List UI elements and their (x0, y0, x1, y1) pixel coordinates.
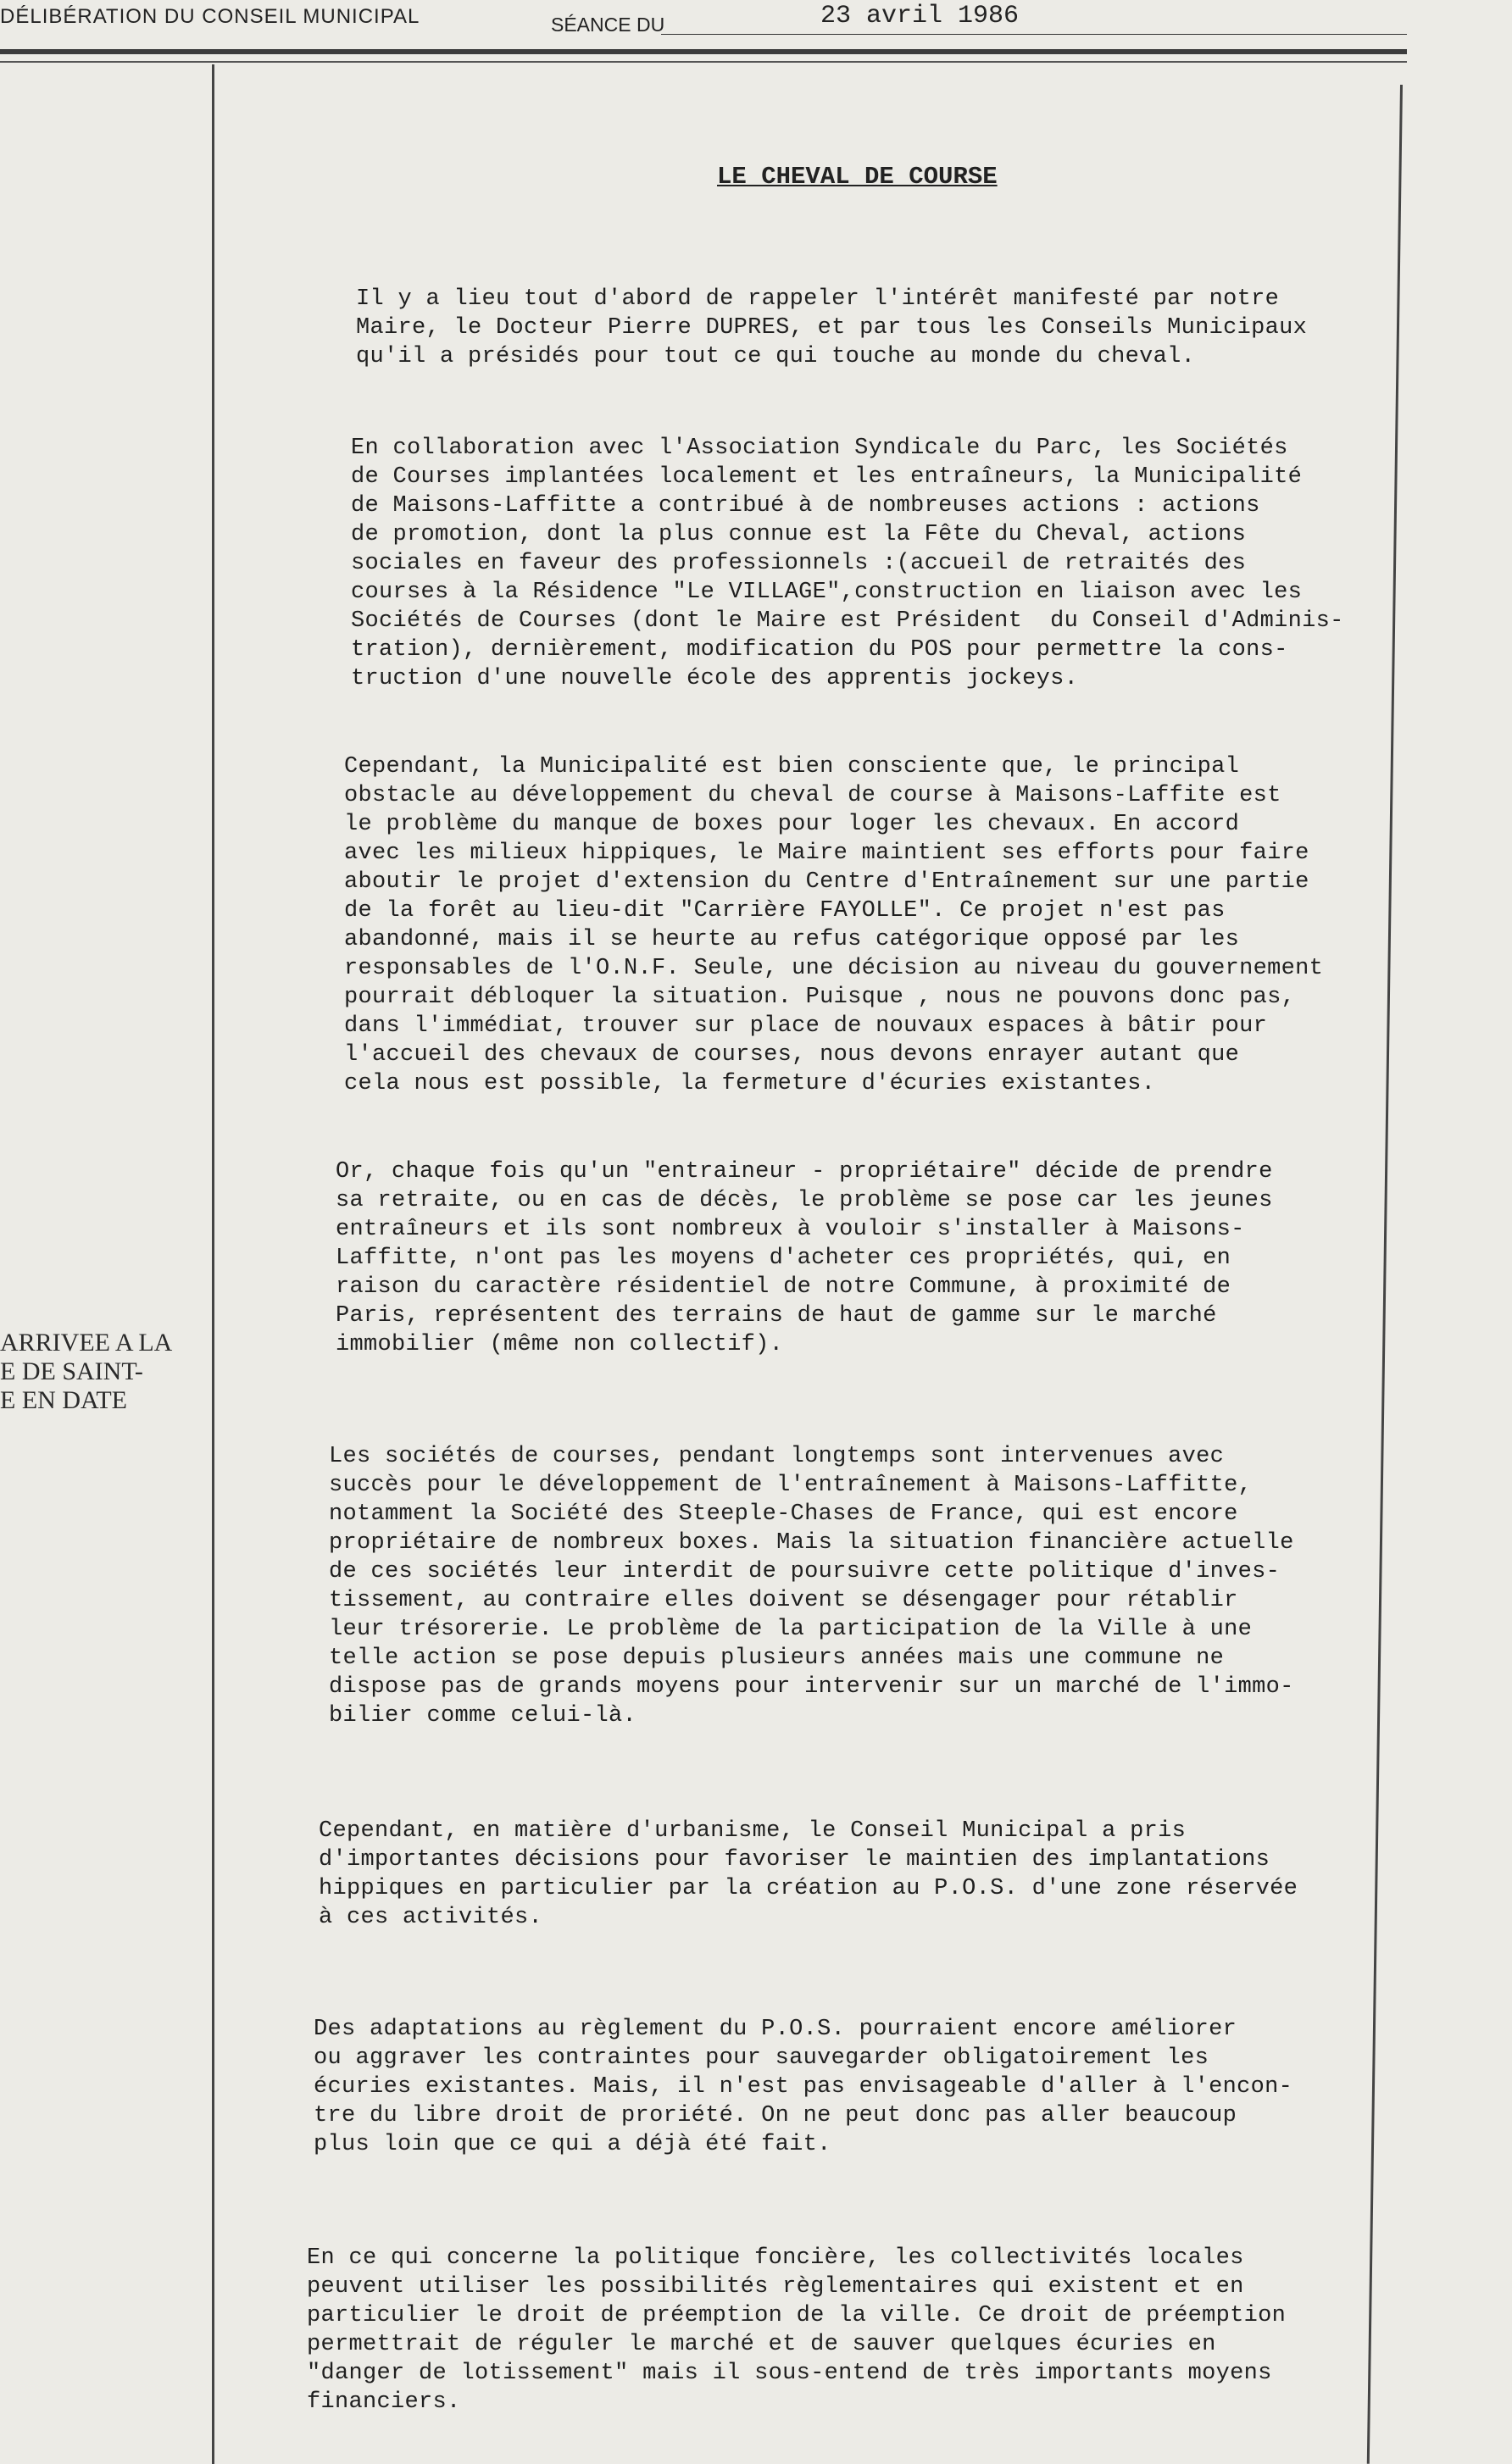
text-line: Sociétés de Courses (dont le Maire est Président du Conseil d'Adminis- (351, 608, 1344, 634)
text-line: propriétaire de nombreux boxes. Mais la situation financière actuelle (329, 1530, 1294, 1556)
text-line: Des adaptations au règlement du P.O.S. pourraient encore améliorer (314, 2017, 1237, 2042)
text-line: Cependant, la Municipalité est bien consciente que, le principal (344, 754, 1240, 780)
text-line: particulier le droit de préemption de la ville. Ce droit de préemption (307, 2303, 1287, 2328)
text-line: cela nous est possible, la fermeture d'écuries existantes. (344, 1071, 1156, 1096)
text-line: Paris, représentent des terrains de haut de gamme sur le marché (336, 1303, 1217, 1329)
paragraph (307, 2244, 1286, 2417)
text-line: notamment la Société des Steeple-Chases de France, qui est encore (329, 1501, 1238, 1527)
seance-date: 23 avril 1986 (820, 2, 1020, 31)
text-line: Il y a lieu tout d'abord de rappeler l'intérêt manifesté par notre (356, 286, 1280, 312)
text-line: d'importantes décisions pour favoriser le maintien des implantations (319, 1847, 1270, 1873)
text-line: aboutir le projet d'extension du Centre d'Entraînement sur une partie (344, 869, 1309, 895)
text-line: avec les milieux hippiques, le Maire maintient ses efforts pour faire (344, 841, 1309, 866)
text-line: truction d'une nouvelle école des apprentis jockeys. (351, 666, 1079, 691)
text-line: peuvent utiliser les possibilités règlementaires qui existent et en (307, 2274, 1244, 2300)
date-underline (661, 34, 1407, 35)
text-line: immobilier (même non collectif). (336, 1332, 784, 1357)
text-line: sociales en faveur des professionnels :(accueil de retraités des (351, 551, 1247, 576)
text-line: de ces sociétés leur interdit de poursuivre cette politique d'inves- (329, 1559, 1281, 1584)
text-line: qu'il a présidés pour tout ce qui touche au monde du cheval. (356, 344, 1196, 369)
text-line: de Maisons-Laffitte a contribué à de nombreuses actions : actions (351, 493, 1260, 519)
text-line: pourrait débloquer la situation. Puisque , nous ne pouvons donc pas, (344, 985, 1296, 1010)
text-line: hippiques en particulier par la création au P.O.S. d'une zone réservée (319, 1876, 1298, 1901)
text-line: En ce qui concerne la politique foncière, les collectivités locales (307, 2245, 1244, 2271)
paragraph (314, 2015, 1292, 2159)
text-line: permettrait de réguler le marché et de sauver quelques écuries en (307, 2332, 1216, 2357)
paragraph (319, 1817, 1298, 1932)
paragraph (336, 1157, 1273, 1359)
text-line: obstacle au développement du cheval de course à Maisons-Laffite est (344, 783, 1281, 808)
header-deliberation-label: DÉLIBÉRATION DU CONSEIL MUNICIPAL (0, 5, 420, 28)
paragraph (329, 1442, 1294, 1730)
document-title: LE CHEVAL DE COURSE (717, 163, 998, 191)
margin-note-line: E DE SAINT- (0, 1357, 143, 1385)
right-page-border (1367, 85, 1403, 2464)
header-rule-thin (0, 61, 1407, 63)
paragraph (351, 434, 1344, 693)
text-line: Les sociétés de courses, pendant longtemps sont intervenues avec (329, 1444, 1225, 1469)
text-line: plus loin que ce qui a déjà été fait. (314, 2132, 831, 2157)
header-seance-label: SÉANCE DU (551, 14, 665, 36)
text-line: responsables de l'O.N.F. Seule, une décision au niveau du gouvernement (344, 956, 1324, 981)
text-line: sa retraite, ou en cas de décès, le problème se pose car les jeunes (336, 1188, 1273, 1213)
text-line: tissement, au contraire elles doivent se désengager pour rétablir (329, 1588, 1238, 1613)
text-line: entraîneurs et ils sont nombreux à vouloir s'installer à Maisons- (336, 1217, 1245, 1242)
text-line: courses à la Résidence "Le VILLAGE",construction en liaison avec les (351, 580, 1303, 605)
text-line: dispose pas de grands moyens pour intervenir sur un marché de l'immo- (329, 1674, 1294, 1700)
text-line: succès pour le développement de l'entraînement à Maisons-Laffitte, (329, 1473, 1253, 1498)
text-line: Laffitte, n'ont pas les moyens d'acheter ces propriétés, qui, en (336, 1246, 1231, 1271)
margin-note (0, 1329, 172, 1415)
margin-note-line: ARRIVEE A LA (0, 1329, 173, 1357)
text-line: bilier comme celui-là. (329, 1703, 637, 1729)
text-line: raison du caractère résidentiel de notre Commune, à proximité de (336, 1274, 1231, 1300)
text-line: à ces activités. (319, 1905, 543, 1930)
text-line: telle action se pose depuis plusieurs années mais une commune ne (329, 1645, 1225, 1671)
text-line: ou aggraver les contraintes pour sauvegarder obligatoirement les (314, 2045, 1209, 2071)
text-line: l'accueil des chevaux de courses, nous devons enrayer autant que (344, 1042, 1240, 1068)
margin-note-line: E EN DATE (0, 1386, 127, 1414)
text-line: Or, chaque fois qu'un "entraineur - propriétaire" décide de prendre (336, 1159, 1273, 1185)
header-rule-thick (0, 49, 1407, 54)
text-line: de promotion, dont la plus connue est la Fête du Cheval, actions (351, 522, 1247, 547)
text-line: tration), dernièrement, modification du POS pour permettre la cons- (351, 637, 1288, 663)
text-line: le problème du manque de boxes pour loger les chevaux. En accord (344, 812, 1240, 837)
text-line: tre du libre droit de proriété. On ne peut donc pas aller beaucoup (314, 2103, 1237, 2128)
paragraph (356, 285, 1307, 371)
text-line: écuries existantes. Mais, il n'est pas envisageable d'aller à l'encon- (314, 2074, 1293, 2100)
text-line: En collaboration avec l'Association Syndicale du Parc, les Sociétés (351, 436, 1288, 461)
text-line: dans l'immédiat, trouver sur place de nouvaux espaces à bâtir pour (344, 1013, 1268, 1039)
text-line: abandonné, mais il se heurte au refus catégorique opposé par les (344, 927, 1240, 952)
text-line: de la forêt au lieu-dit "Carrière FAYOLLE". Ce projet n'est pas (344, 898, 1226, 924)
text-line: Maire, le Docteur Pierre DUPRES, et par tous les Conseils Municipaux (356, 315, 1308, 341)
text-line: "danger de lotissement" mais il sous-entend de très importants moyens (307, 2361, 1272, 2386)
text-line: Cependant, en matière d'urbanisme, le Conseil Municipal a pris (319, 1818, 1187, 1844)
margin-column-border (212, 64, 214, 2464)
paragraph (344, 752, 1323, 1098)
text-line: leur trésorerie. Le problème de la participation de la Ville à une (329, 1617, 1253, 1642)
text-line: de Courses implantées localement et les entraîneurs, la Municipalité (351, 464, 1303, 490)
text-line: financiers. (307, 2389, 461, 2415)
